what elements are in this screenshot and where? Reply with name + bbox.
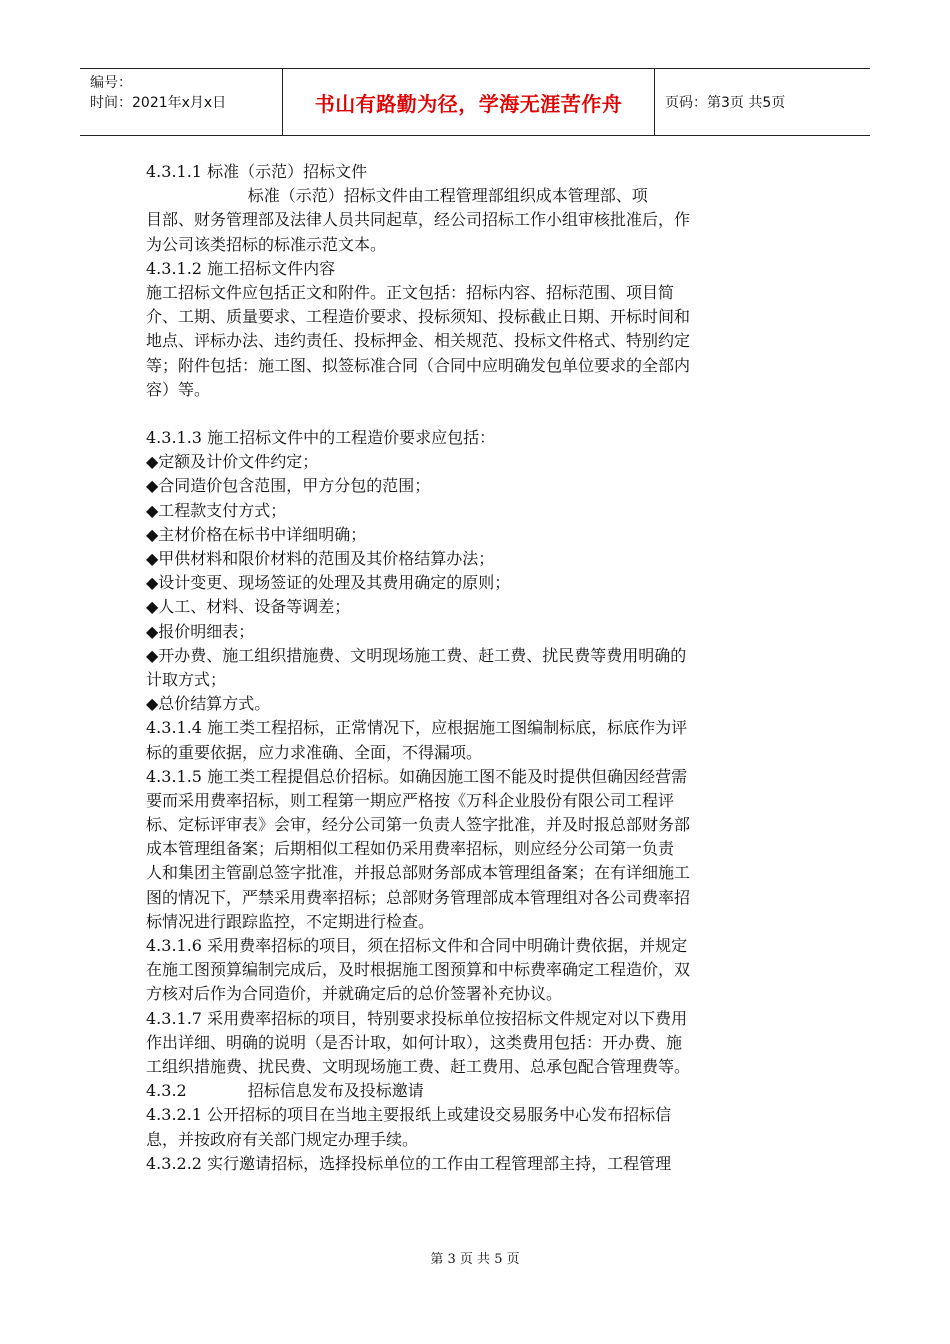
body-line: 4.3.2.2 实行邀请招标，选择投标单位的工作由工程管理部主持，工程管理	[146, 1153, 672, 1173]
body-line: ◆报价明细表；	[146, 621, 255, 641]
body-line: ◆总价结算方式。	[146, 694, 271, 714]
body-line: ◆人工、材料、设备等调差；	[146, 597, 351, 617]
header-left-cell	[80, 69, 283, 135]
body-line: 成本管理组备案；后期相似工程如仍采用费率招标，则应经分公司第一负责	[146, 839, 675, 859]
body-line: ◆工程款支付方式；	[146, 500, 287, 520]
document-number-label: 编号：	[90, 75, 132, 91]
body-line: ◆甲供材料和限价材料的范围及其价格结算办法；	[146, 549, 495, 568]
body-line: 施工招标文件应包括正文和附件。正文包括：招标内容、招标范围、项目简	[146, 282, 675, 302]
body-line: 4.3.1.3 施工招标文件中的工程造价要求应包括：	[146, 428, 496, 448]
body-line: 4.3.1.6 采用费率招标的项目，须在招标文件和合同中明确计费依据，并规定	[146, 936, 688, 955]
document-body	[146, 160, 800, 1176]
body-line: 图的情况下，严禁采用费率招标；总部财务管理部成本管理组对各公司费率招	[146, 887, 691, 907]
body-line: 4.3.1.2 施工招标文件内容	[146, 258, 336, 278]
page-footer	[0, 1248, 950, 1267]
header-page-info: 页码：第3页 共5页	[665, 95, 786, 111]
body-line: 方核对后作为合同造价，并就确定后的总价签署补充协议。	[146, 984, 563, 1004]
header-motto: 书山有路勤为径，学海无涯苦作舟	[314, 91, 623, 116]
body-line: 要而采用费率招标，则工程第一期应严格按《万科企业股份有限公司工程评	[146, 790, 675, 810]
body-line: 容）等。	[146, 379, 211, 399]
body-line: 息，并按政府有关部门规定办理手续。	[146, 1129, 419, 1149]
body-line: 标、定标评审表》会审，经分公司第一负责人签字批准，并及时报总部财务部	[146, 815, 691, 835]
body-line: 计取方式；	[146, 669, 227, 689]
page-header	[80, 68, 870, 136]
body-line: 介、工期、质量要求、工程造价要求、投标须知、投标截止日期、开标时间和	[146, 307, 691, 327]
document-time-label: 时间：2021年x月x日	[90, 95, 227, 111]
body-line: 4.3.1.7 采用费率招标的项目，特别要求投标单位按招标文件规定对以下费用	[146, 1008, 688, 1028]
body-line: 地点、评标办法、违约责任、投标押金、相关规范、投标文件格式、特别约定	[146, 331, 691, 351]
body-line: 4.3.1.4 施工类工程招标，正常情况下，应根据施工图编制标底，标底作为评	[146, 718, 688, 738]
body-line: 标的重要依据，应力求准确、全面，不得漏项。	[146, 742, 483, 762]
body-line: 工组织措施费、扰民费、文明现场施工费、赶工费用、总承包配合管理费等。	[146, 1056, 691, 1076]
body-line: 标情况进行跟踪监控，不定期进行检查。	[146, 911, 435, 931]
body-line: 在施工图预算编制完成后，及时根据施工图预算和中标费率确定工程造价，双	[146, 960, 691, 980]
body-line: ◆定额及计价文件约定；	[146, 452, 319, 472]
body-line: 4.3.2 招标信息发布及投标邀请	[146, 1081, 424, 1101]
body-line: ◆主材价格在标书中详细明确；	[146, 524, 367, 544]
body-line: 作出详细、明确的说明（是否计取，如何计取），这类费用包括：开办费、施	[146, 1032, 683, 1052]
header-page-info-cell	[655, 69, 870, 135]
header-motto-cell	[283, 69, 655, 135]
body-line: 等；附件包括：施工图、拟签标准合同（合同中应明确发包单位要求的全部内	[146, 355, 691, 375]
body-line: 4.3.1.1 标准（示范）招标文件	[146, 162, 368, 181]
body-line: 4.3.1.5 施工类工程提倡总价招标。如确因施工图不能及时提供但确因经营需	[146, 766, 688, 786]
footer-page-number: 第 3 页 共 5 页	[430, 1252, 520, 1267]
body-line: 4.3.2.1 公开招标的项目在当地主要报纸上或建设交易服务中心发布招标信	[146, 1105, 672, 1125]
blank-line	[146, 402, 800, 426]
body-line: 标准（示范）招标文件由工程管理部组织成本管理部、项	[146, 186, 648, 206]
body-line: ◆设计变更、现场签证的处理及其费用确定的原则；	[146, 573, 511, 593]
body-line: 人和集团主管副总签字批准，并报总部财务部成本管理组备案；在有详细施工	[146, 863, 691, 883]
body-line: ◆开办费、施工组织措施费、文明现场施工费、赶工费、扰民费等费用明确的	[146, 645, 687, 665]
body-line: 目部、财务管理部及法律人员共同起草，经公司招标工作小组审核批准后，作	[146, 210, 691, 230]
body-line: 为公司该类招标的标准示范文本。	[146, 234, 387, 254]
body-line: ◆合同造价包含范围，甲方分包的范围；	[146, 476, 431, 496]
